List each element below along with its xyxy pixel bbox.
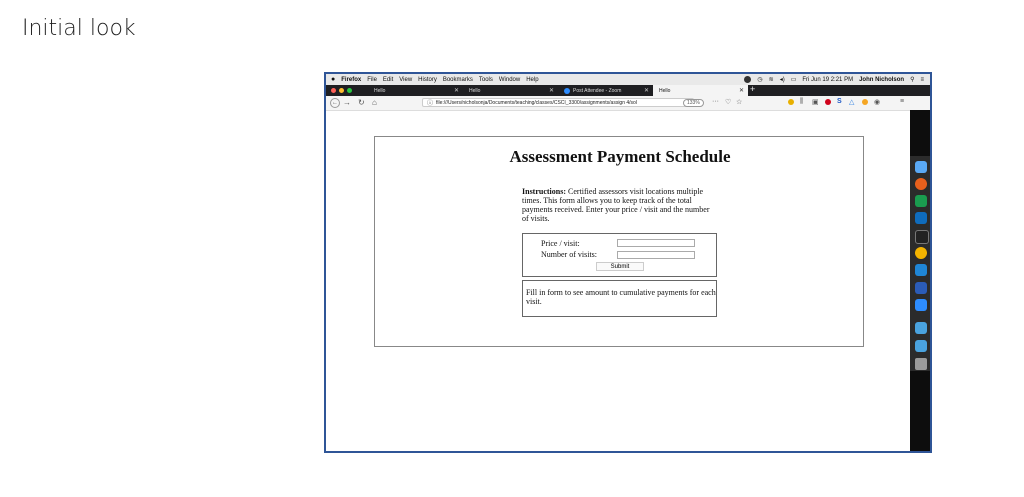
menu-edit[interactable]: Edit bbox=[382, 76, 394, 83]
menu-app-name[interactable]: Firefox bbox=[341, 76, 362, 83]
close-tab-icon[interactable]: ✕ bbox=[643, 88, 649, 94]
page-container bbox=[374, 136, 864, 347]
clock-icon[interactable]: ◷ bbox=[757, 77, 763, 83]
close-window-icon[interactable] bbox=[331, 88, 336, 93]
forward-arrow-icon[interactable]: → bbox=[343, 98, 351, 107]
close-tab-icon[interactable]: ✕ bbox=[453, 88, 459, 94]
outlook-icon[interactable] bbox=[915, 212, 927, 224]
zoom-app-icon[interactable] bbox=[915, 299, 927, 311]
menu-help[interactable]: Help bbox=[526, 76, 539, 83]
navigation-bar bbox=[326, 96, 930, 111]
window-controls bbox=[331, 88, 355, 93]
instructions-label: Instructions: bbox=[522, 187, 567, 196]
close-tab-icon[interactable]: ✕ bbox=[738, 88, 744, 94]
adblock-icon[interactable] bbox=[825, 99, 831, 105]
menu-bookmarks[interactable]: Bookmarks bbox=[442, 76, 473, 83]
tab-label: Post Attendee - Zoom bbox=[573, 87, 622, 94]
tab-label: Hello bbox=[659, 87, 671, 94]
more-actions-icon[interactable]: ··· bbox=[712, 98, 719, 105]
sidebar-icon[interactable]: ▣ bbox=[812, 99, 819, 106]
status-icon[interactable] bbox=[744, 76, 751, 83]
home-icon[interactable]: ⌂ bbox=[372, 98, 377, 107]
tab-label: Hello bbox=[469, 87, 481, 94]
volume-icon[interactable]: ◂) bbox=[779, 77, 785, 83]
wifi-icon[interactable]: ≋ bbox=[768, 77, 774, 83]
tab-4-active[interactable] bbox=[653, 85, 748, 96]
vscode-icon[interactable] bbox=[915, 264, 927, 276]
chrome-icon[interactable] bbox=[915, 247, 927, 259]
web-content bbox=[326, 111, 910, 453]
search-icon[interactable]: ⚲ bbox=[910, 77, 915, 83]
tab-strip bbox=[326, 85, 930, 96]
menu-tools[interactable]: Tools bbox=[478, 76, 493, 83]
folder-icon[interactable] bbox=[915, 322, 927, 334]
submit-button[interactable]: Submit bbox=[596, 262, 644, 271]
menubar-user[interactable]: John Nicholson bbox=[859, 76, 905, 83]
firefox-icon[interactable] bbox=[915, 178, 927, 190]
menu-view[interactable]: View bbox=[399, 76, 413, 83]
extension-orange-icon[interactable] bbox=[862, 99, 868, 105]
result-output: Fill in form to see amount to cumulative payments for each visit. bbox=[522, 280, 717, 317]
payment-form bbox=[522, 233, 717, 277]
account-icon[interactable]: ◉ bbox=[874, 99, 881, 106]
menu-hamburger-icon[interactable]: ≡ bbox=[900, 98, 905, 105]
menubar-clock[interactable]: Fri Jun 19 2:21 PM bbox=[802, 76, 854, 83]
vim-icon[interactable] bbox=[915, 195, 927, 207]
tab-2[interactable] bbox=[463, 85, 558, 96]
finder-icon[interactable] bbox=[915, 161, 927, 173]
instructions-text: Certified assessors visit locations multiple times. This form allows you to keep track of the total payments received. Enter your price / visit and the number of visits. bbox=[522, 187, 710, 223]
price-label: Price / visit: bbox=[541, 239, 580, 248]
slide-title: Initial look bbox=[22, 16, 136, 41]
menu-bar bbox=[326, 74, 930, 85]
page-title: Assessment Payment Schedule bbox=[509, 147, 731, 166]
maximize-window-icon[interactable] bbox=[347, 88, 352, 93]
apple-icon[interactable]: ● bbox=[331, 76, 336, 83]
s-extension-icon[interactable]: S bbox=[837, 98, 842, 105]
zoom-icon bbox=[564, 88, 570, 94]
price-input[interactable] bbox=[617, 239, 695, 247]
close-tab-icon[interactable]: ✕ bbox=[548, 88, 554, 94]
zoom-level-badge[interactable]: 133% bbox=[683, 99, 704, 107]
menu-window[interactable]: Window bbox=[498, 76, 521, 83]
new-tab-icon[interactable]: + bbox=[750, 84, 756, 94]
pocket-icon[interactable]: ♡ bbox=[725, 99, 732, 106]
tab-1[interactable] bbox=[368, 85, 463, 96]
url-text: file:///Users/nicholsonja/Documents/teaching/classes/CSCI_3300/assignments/assign 4/sol bbox=[436, 99, 637, 106]
visits-input[interactable] bbox=[617, 251, 695, 259]
downloads-folder-icon[interactable] bbox=[915, 340, 927, 352]
url-bar[interactable] bbox=[422, 98, 694, 107]
battery-icon[interactable]: ▭ bbox=[790, 77, 797, 83]
reload-icon[interactable]: ↻ bbox=[358, 98, 365, 107]
tab-3[interactable] bbox=[558, 85, 653, 96]
back-arrow-icon[interactable]: ← bbox=[332, 100, 338, 106]
menu-history[interactable]: History bbox=[418, 76, 437, 83]
extension-icon[interactable] bbox=[788, 99, 794, 105]
visits-label: Number of visits: bbox=[541, 250, 597, 259]
drive-icon[interactable]: △ bbox=[849, 99, 855, 106]
terminal-icon[interactable] bbox=[915, 230, 929, 244]
control-center-icon[interactable]: ≡ bbox=[920, 76, 924, 83]
trash-icon[interactable] bbox=[915, 358, 927, 370]
info-icon[interactable]: ⓘ bbox=[427, 101, 434, 107]
instructions bbox=[522, 187, 718, 223]
screenshot-frame bbox=[324, 72, 932, 453]
minimize-window-icon[interactable] bbox=[339, 88, 344, 93]
library-icon[interactable]: ⫼ bbox=[800, 98, 804, 105]
bookmark-star-icon[interactable]: ☆ bbox=[736, 99, 743, 106]
menu-file[interactable]: File bbox=[367, 76, 377, 83]
tab-label: Hello bbox=[374, 87, 386, 94]
word-icon[interactable] bbox=[915, 282, 927, 294]
